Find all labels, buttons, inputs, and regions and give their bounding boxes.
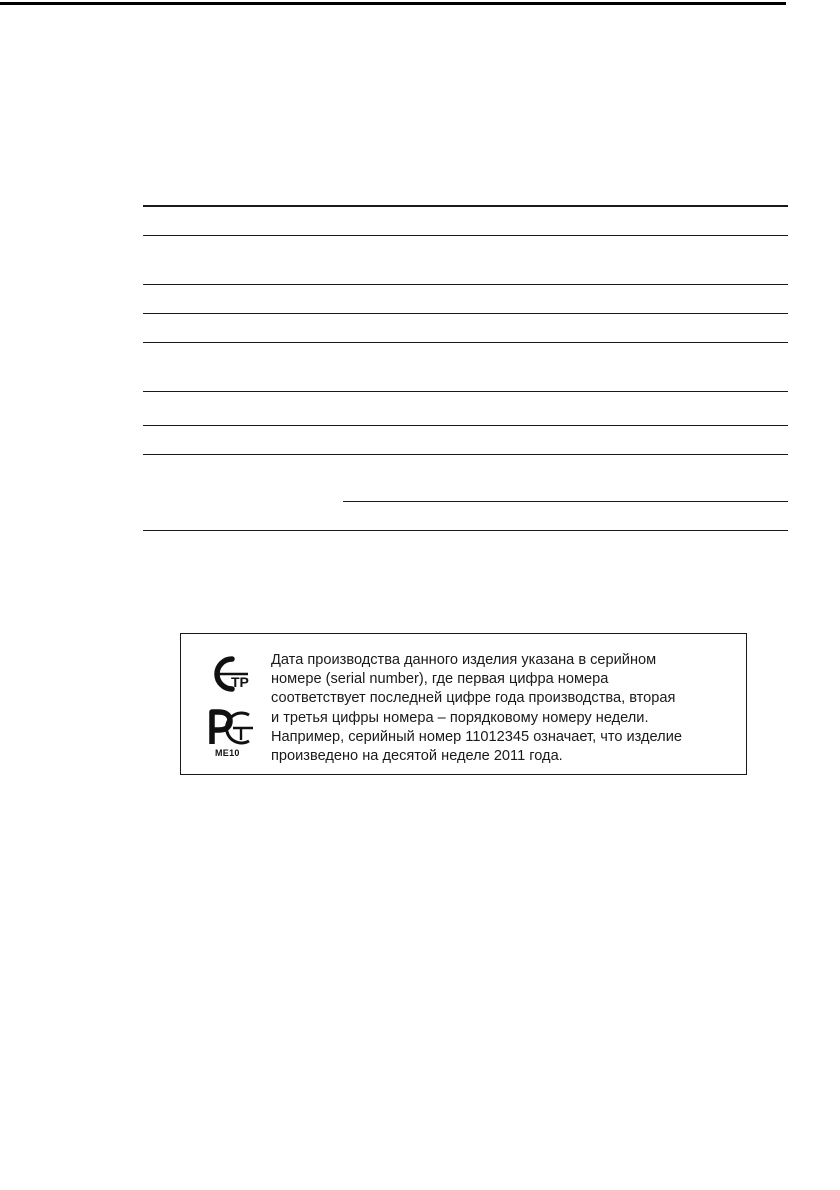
pct-mark-icon xyxy=(201,704,255,752)
certificate-code: ME10 xyxy=(215,748,240,758)
table-rule-top xyxy=(143,205,788,207)
svg-text:ТР: ТР xyxy=(231,674,249,690)
notice-line: и третья цифры номера – порядковому номеру недели. xyxy=(271,709,649,726)
notice-line: Например, серийный номер 11012345 означает, что изделие xyxy=(271,728,682,745)
table-rule-bottom xyxy=(143,530,788,531)
table-rule xyxy=(143,284,788,285)
notice-line: произведено на десятой неделе 2011 года. xyxy=(271,748,563,765)
table-rule xyxy=(143,235,788,236)
certification-logos xyxy=(201,650,255,760)
notice-text xyxy=(271,651,741,766)
table-rule xyxy=(143,454,788,455)
table-rule xyxy=(143,313,788,314)
table-rule-sub xyxy=(343,501,788,502)
page-top-rule xyxy=(0,2,786,5)
notice-line: Дата производства данного изделия указана в серийном xyxy=(271,652,657,668)
specifications-table xyxy=(143,205,788,531)
notice-line: соответствует последней цифре года производства, вторая xyxy=(271,690,676,707)
eac-ctr-mark-icon xyxy=(201,650,255,698)
table-rule xyxy=(143,391,788,392)
notice-line: номере (serial number), где первая цифра номера xyxy=(271,671,609,688)
production-date-notice xyxy=(180,633,747,775)
table-rule xyxy=(143,342,788,343)
table-rule xyxy=(143,425,788,426)
